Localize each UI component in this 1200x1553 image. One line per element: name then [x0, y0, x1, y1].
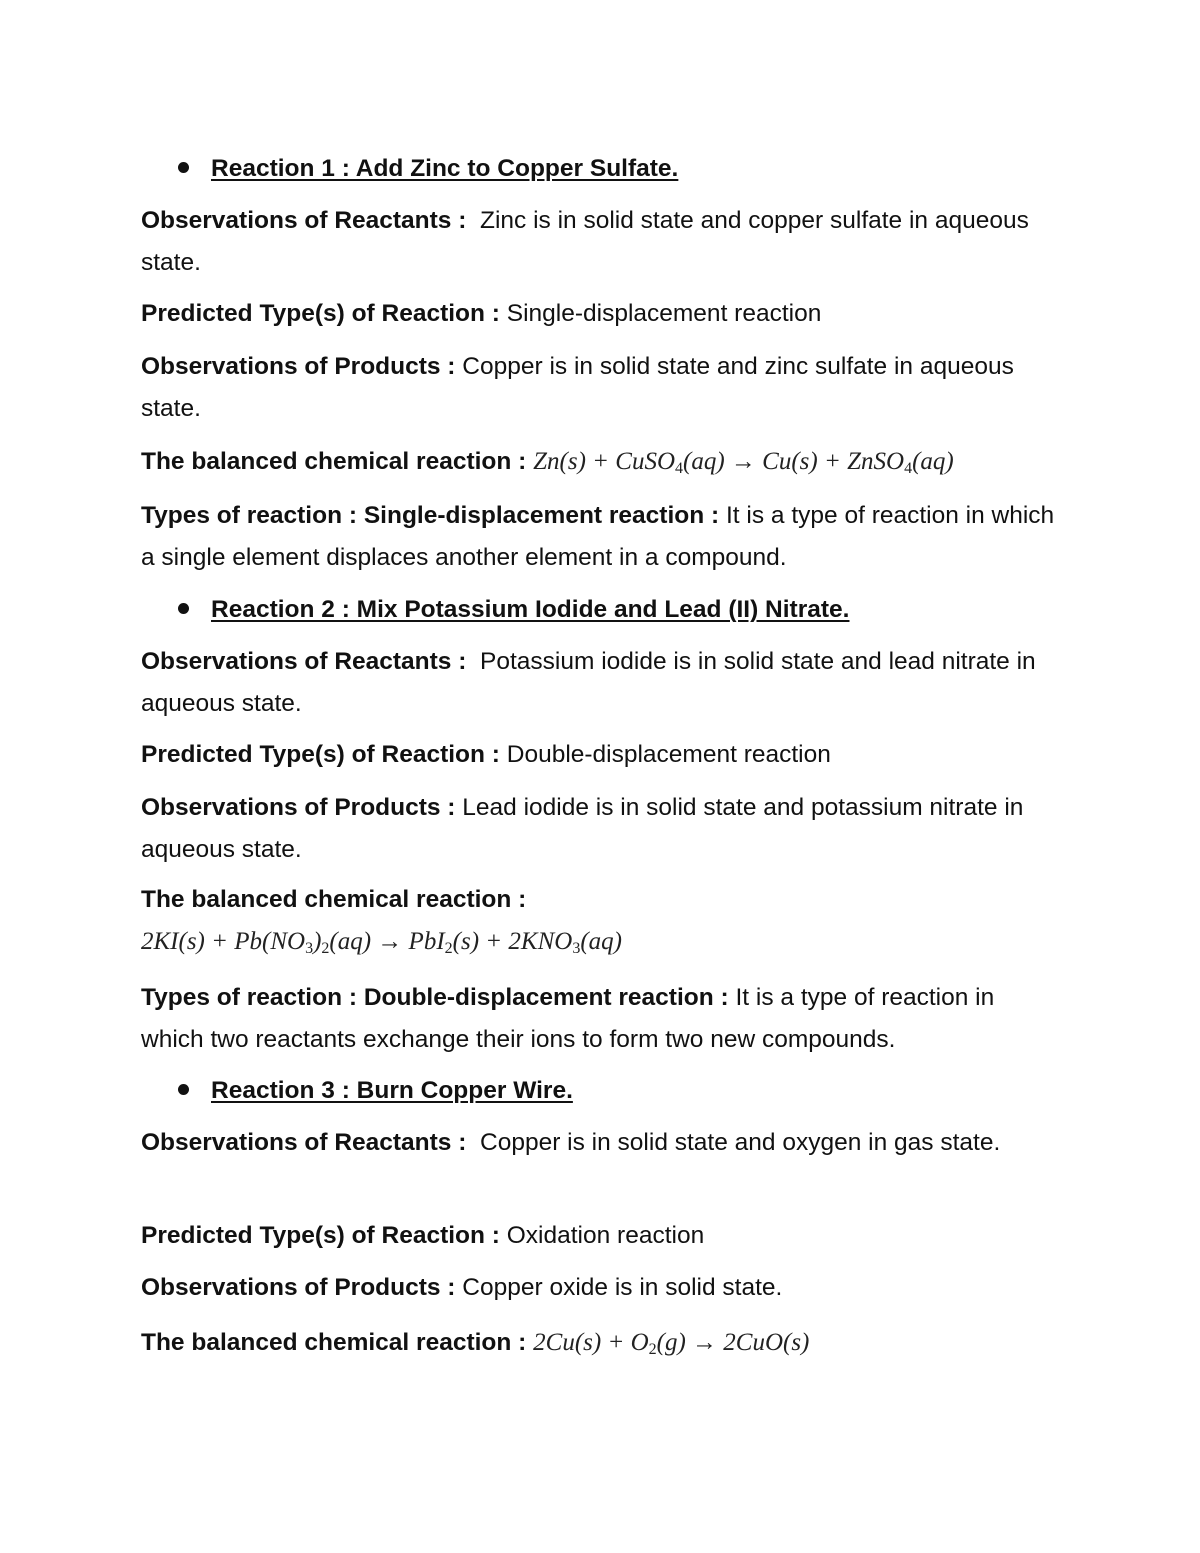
reaction-2-heading: Reaction 2 : Mix Potassium Iodide and Lead (II) Nitrate. — [178, 592, 849, 628]
reaction-2-balanced: The balanced chemical reaction : $2KI(s) + Pb(NO_3)_2(aq) \to PbI_2(s) + 2KNO_3(aq)$ — [141, 886, 622, 957]
reaction-3-obs-reactants: Observations of Reactants : Copper is in solid state and oxygen in gas state. — [141, 1129, 1001, 1156]
bullet-icon — [178, 162, 189, 173]
reaction-1-obs-reactants: Observations of Reactants : Zinc is in solid state and copper sulfate in aqueous state. — [141, 207, 1029, 276]
reaction-3-predicted-type: Predicted Type(s) of Reaction : Oxidation reaction — [141, 1222, 705, 1249]
reaction-2-predicted-type: Predicted Type(s) of Reaction : Double-displacement reaction — [141, 741, 831, 768]
reaction-3-balanced: The balanced chemical reaction : $2Cu(s) + O_2(g) \to 2CuO(s)$ — [141, 1329, 810, 1358]
reaction-3-obs-products: Observations of Products : Copper oxide is in solid state. — [141, 1274, 783, 1301]
bullet-icon — [178, 603, 189, 614]
reaction-1-predicted-type: Predicted Type(s) of Reaction : Single-displacement reaction — [141, 300, 822, 327]
reaction-1-equation: Zn(s) + CuSO$_4$(aq) → Cu(s) + ZnSO$_4$(aq) — [533, 448, 954, 477]
reaction-1-obs-products: Observations of Products : Copper is in solid state and zinc sulfate in aqueous state. — [141, 353, 1014, 422]
reaction-1-balanced: The balanced chemical reaction : Zn(s) + CuSO$_4$(aq) → Cu(s) + ZnSO$_4$(aq) — [141, 448, 954, 477]
reaction-1-heading: Reaction 1 : Add Zinc to Copper Sulfate. — [178, 151, 678, 187]
reaction-1-types: Types of reaction : Single-displacement reaction : It is a type of reaction in which a single element displaces another element in a compound. — [141, 502, 1055, 571]
reaction-3-equation: $2Cu(s) + O_2(g) \to 2CuO(s)$ — [533, 1329, 810, 1358]
reaction-3-heading: Reaction 3 : Burn Copper Wire. — [178, 1073, 573, 1109]
reaction-2-obs-products: Observations of Products : Lead iodide is in solid state and potassium nitrate in aqueous state. — [141, 794, 1024, 863]
reaction-2-types: Types of reaction : Double-displacement reaction : It is a type of reaction in which two reactants exchange their ions to form two new compounds. — [141, 984, 995, 1053]
reaction-2-obs-reactants: Observations of Reactants : Potassium iodide is in solid state and lead nitrate in aqueous state. — [141, 648, 1036, 717]
bullet-icon — [178, 1084, 189, 1095]
reaction-2-equation: $2KI(s) + Pb(NO_3)_2(aq) \to PbI_2(s) + 2KNO_3(aq)$ — [141, 928, 622, 957]
